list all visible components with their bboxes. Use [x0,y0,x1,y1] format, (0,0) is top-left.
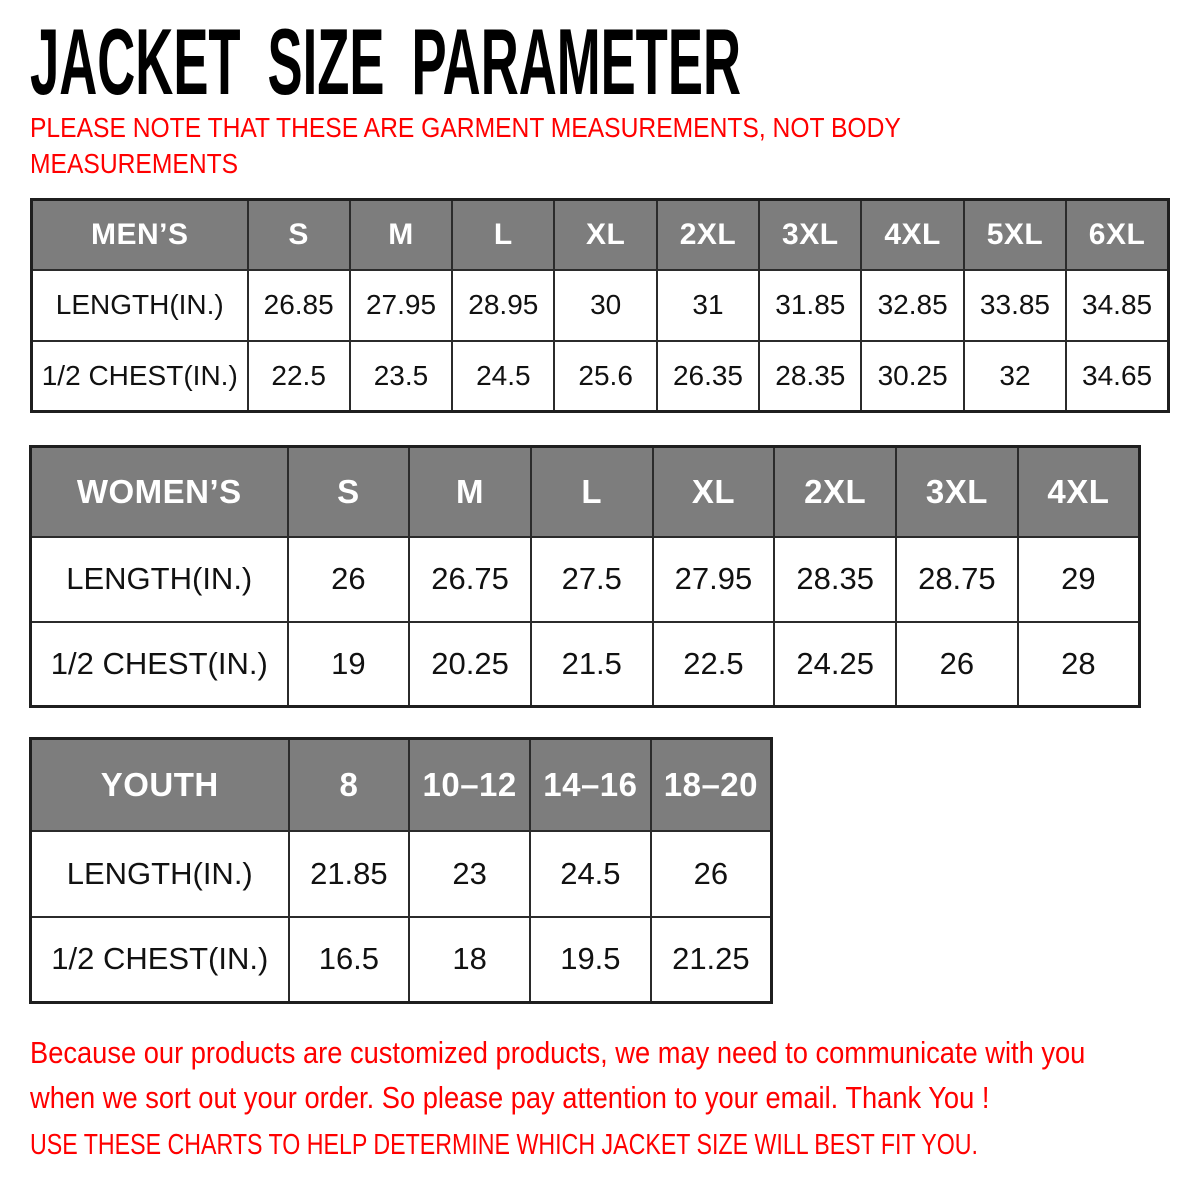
size-header-cell: 6XL [1066,200,1168,270]
measurement-value-cell: 25.6 [554,341,656,412]
measurement-value-cell: 19.5 [530,917,651,1003]
size-header-cell: 4XL [1018,447,1140,537]
table-title-cell: WOMEN’S [31,447,288,537]
measurement-value-cell: 26 [651,831,772,917]
row-label-cell: 1/2 CHEST(IN.) [32,341,248,412]
measurement-value-cell: 26.85 [248,270,350,341]
womens-size-table [29,445,1141,708]
measurement-value-cell: 22.5 [653,622,775,707]
size-header-cell: M [350,200,452,270]
measurement-value-cell: 18 [409,917,530,1003]
size-header-cell: XL [554,200,656,270]
garment-note-line-2: MEASUREMENTS [30,148,239,179]
row-label-cell: LENGTH(IN.) [32,270,248,341]
measurement-value-cell: 23.5 [350,341,452,412]
youth-header-row [31,739,772,831]
table-title-cell: YOUTH [31,739,289,831]
mens-length-row [32,270,1169,341]
measurement-value-cell: 24.5 [452,341,554,412]
mens-size-table [30,198,1170,413]
garment-note [30,110,1020,182]
youth-length-row [31,831,772,917]
size-header-cell: 2XL [657,200,759,270]
measurement-value-cell: 28.35 [774,537,896,622]
measurement-value-cell: 30 [554,270,656,341]
measurement-value-cell: 21.85 [289,831,410,917]
customization-notice [30,1030,1200,1120]
measurement-value-cell: 29 [1018,537,1140,622]
size-header-cell: 3XL [759,200,861,270]
row-label-cell: LENGTH(IN.) [31,537,288,622]
measurement-value-cell: 21.25 [651,917,772,1003]
size-header-cell: L [531,447,653,537]
size-header-cell: 4XL [861,200,963,270]
size-header-cell: 5XL [964,200,1066,270]
table-title-cell: MEN’S [32,200,248,270]
mens-chest-row [32,341,1169,412]
measurement-value-cell: 26 [896,622,1018,707]
measurement-value-cell: 31.85 [759,270,861,341]
measurement-value-cell: 22.5 [248,341,350,412]
measurement-value-cell: 21.5 [531,622,653,707]
size-header-cell: 10–12 [409,739,530,831]
row-label-cell: LENGTH(IN.) [31,831,289,917]
measurement-value-cell: 30.25 [861,341,963,412]
measurement-value-cell: 26 [288,537,410,622]
size-header-cell: 18–20 [651,739,772,831]
measurement-value-cell: 28.95 [452,270,554,341]
measurement-value-cell: 27.95 [653,537,775,622]
measurement-value-cell: 26.35 [657,341,759,412]
measurement-value-cell: 23 [409,831,530,917]
measurement-value-cell: 20.25 [409,622,531,707]
size-header-cell: 14–16 [530,739,651,831]
mens-header-row [32,200,1169,270]
measurement-value-cell: 33.85 [964,270,1066,341]
page-title: JACKET SIZE PARAMETER [30,9,741,114]
customization-notice-line-2: when we sort out your order. So please pay attention to your email. Thank You ! [30,1080,990,1115]
youth-chest-row [31,917,772,1003]
measurement-value-cell: 19 [288,622,410,707]
measurement-value-cell: 32 [964,341,1066,412]
size-header-cell: S [288,447,410,537]
measurement-value-cell: 34.65 [1066,341,1168,412]
row-label-cell: 1/2 CHEST(IN.) [31,622,288,707]
measurement-value-cell: 24.25 [774,622,896,707]
womens-header-row [31,447,1140,537]
measurement-value-cell: 24.5 [530,831,651,917]
measurement-value-cell: 32.85 [861,270,963,341]
customization-notice-line-1: Because our products are customized products, we may need to communicate with you [30,1035,1086,1070]
garment-note-line-1: PLEASE NOTE THAT THESE ARE GARMENT MEASUREMENTS, NOT BODY [30,112,901,143]
size-header-cell: S [248,200,350,270]
row-label-cell: 1/2 CHEST(IN.) [31,917,289,1003]
womens-chest-row [31,622,1140,707]
measurement-value-cell: 28.75 [896,537,1018,622]
measurement-value-cell: 27.95 [350,270,452,341]
measurement-value-cell: 27.5 [531,537,653,622]
measurement-value-cell: 26.75 [409,537,531,622]
measurement-value-cell: 28 [1018,622,1140,707]
size-header-cell: M [409,447,531,537]
measurement-value-cell: 31 [657,270,759,341]
size-header-cell: 8 [289,739,410,831]
fit-advice-line: USE THESE CHARTS TO HELP DETERMINE WHICH JACKET SIZE WILL BEST FIT YOU. [30,1129,978,1161]
size-header-cell: 2XL [774,447,896,537]
measurement-value-cell: 28.35 [759,341,861,412]
size-header-cell: XL [653,447,775,537]
youth-size-table [29,737,773,1004]
measurement-value-cell: 34.85 [1066,270,1168,341]
size-header-cell: 3XL [896,447,1018,537]
measurement-value-cell: 16.5 [289,917,410,1003]
size-header-cell: L [452,200,554,270]
womens-length-row [31,537,1140,622]
